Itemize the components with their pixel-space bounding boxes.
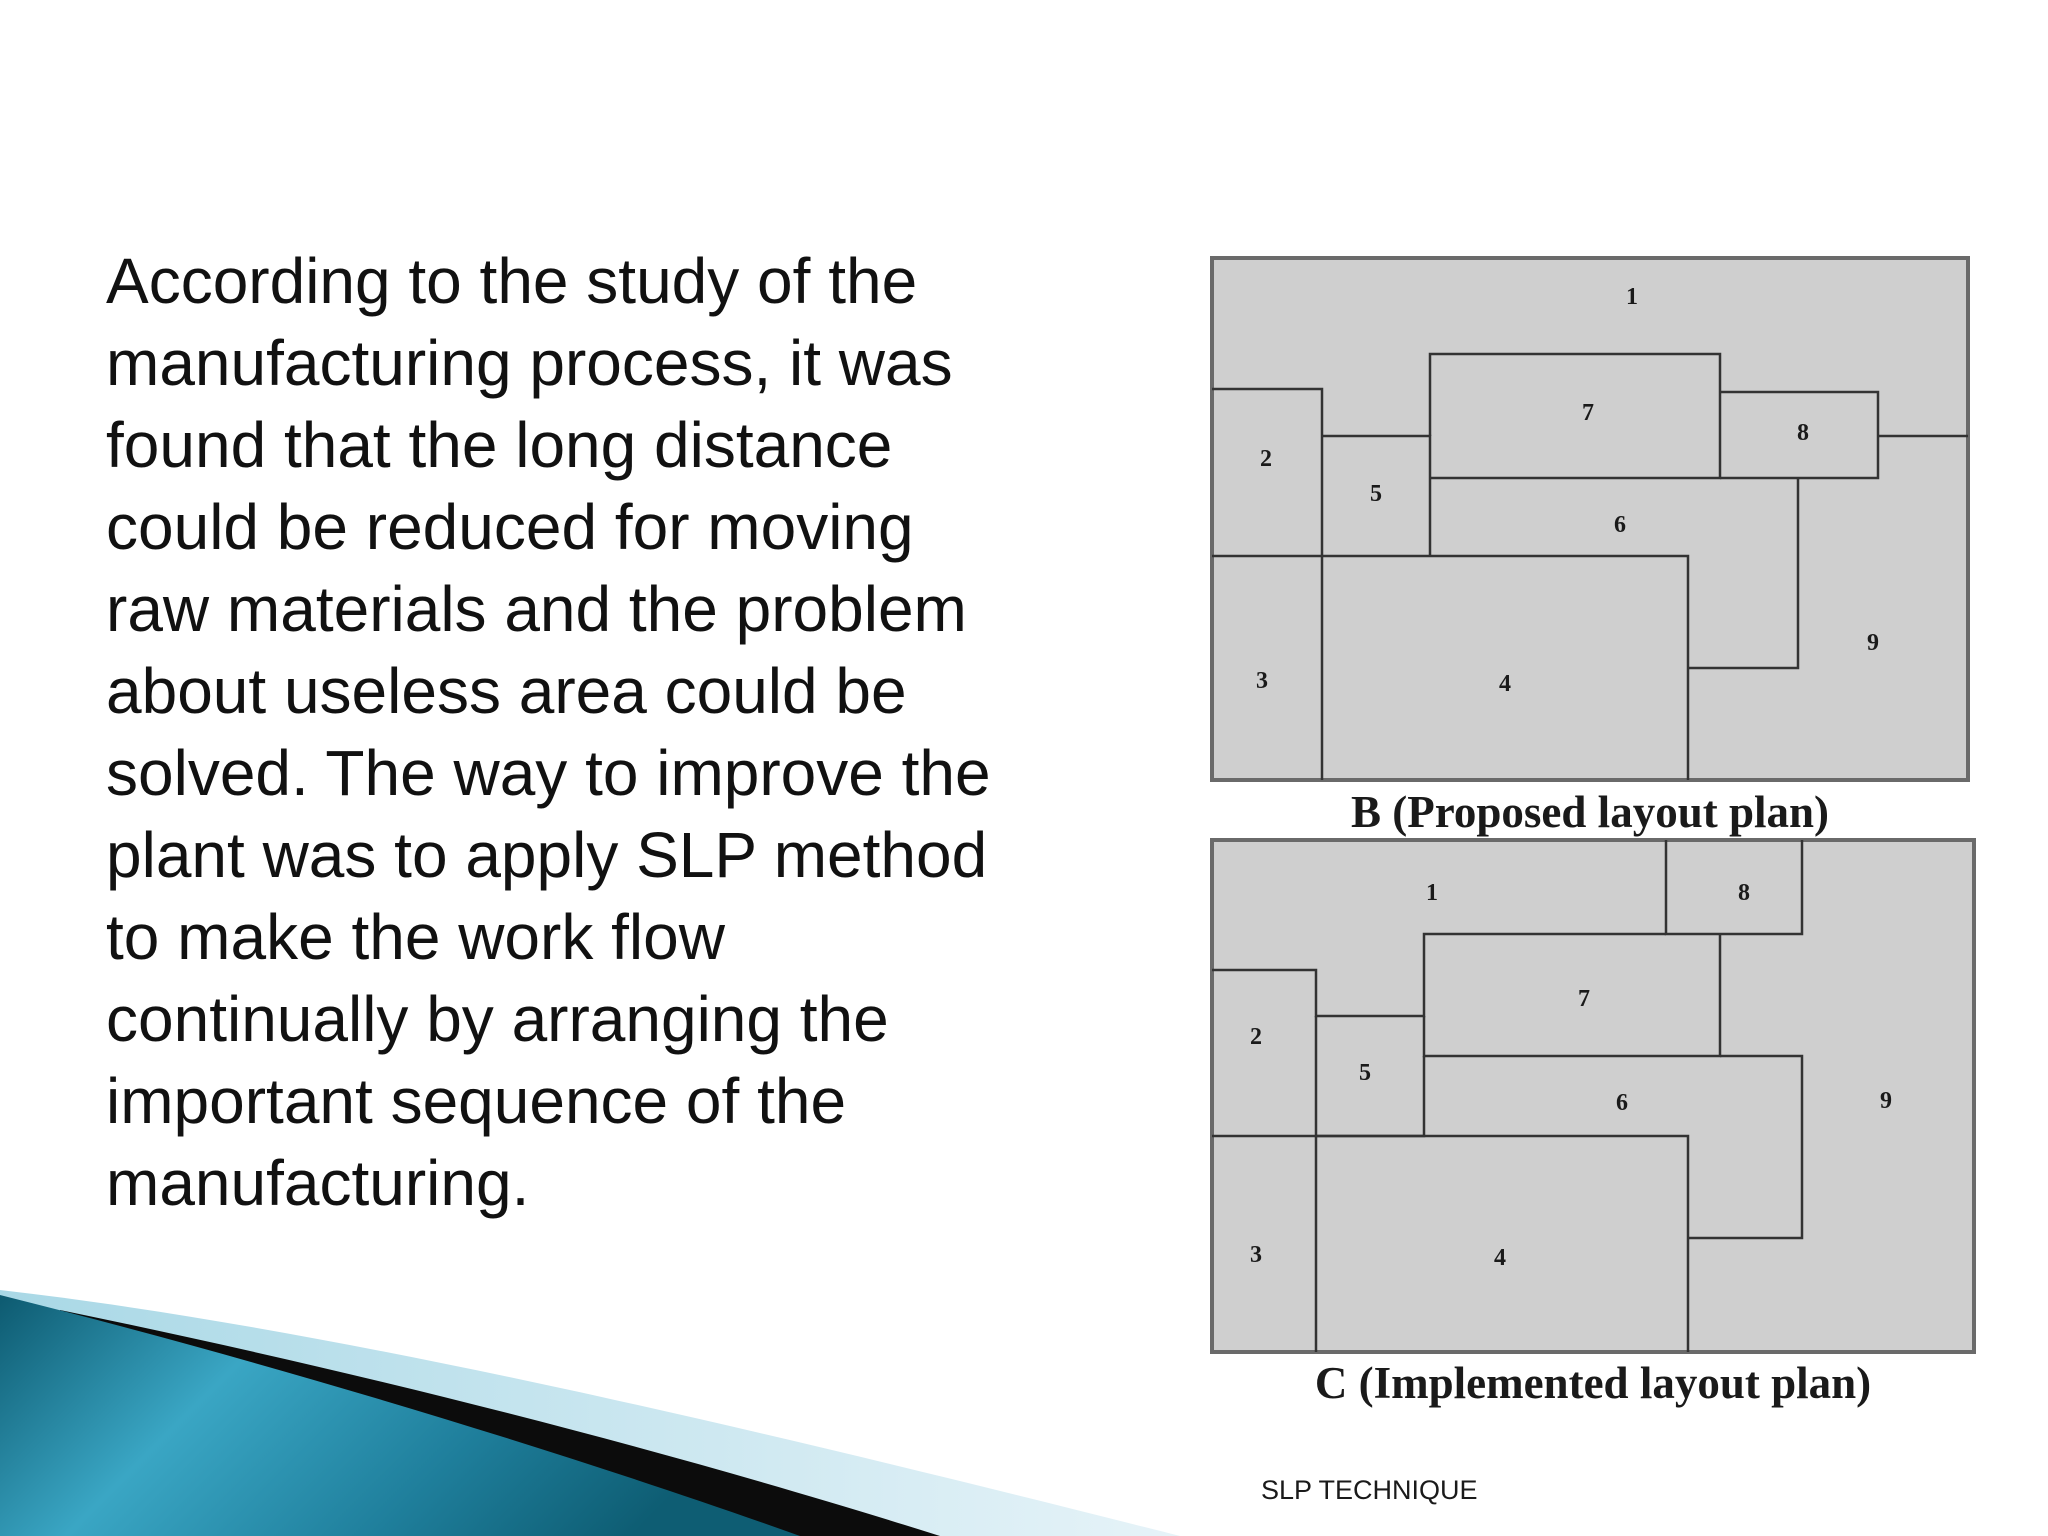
implemented-layout-caption: C (Implemented layout plan) xyxy=(1314,1358,1872,1408)
plan-background xyxy=(1212,258,1968,780)
area-label: 2 xyxy=(1260,446,1272,472)
area-label: 4 xyxy=(1499,671,1511,697)
area-label: 7 xyxy=(1578,986,1590,1012)
area-label: 5 xyxy=(1359,1060,1371,1086)
area-label: 8 xyxy=(1797,420,1809,446)
implemented-layout-diagram xyxy=(1210,838,1976,1354)
area-label: 2 xyxy=(1250,1024,1262,1050)
body-paragraph: According to the study of the manufacturing process, it was found that the long distance could be reduced for moving raw materials and the problem about useless area could be solved. The way to improve the plant was to apply SLP method to make the work flow continually by arranging the important sequence of the manufacturing. xyxy=(106,245,991,1219)
area-label: 1 xyxy=(1426,880,1438,906)
area-label: 8 xyxy=(1738,880,1750,906)
area-label: 1 xyxy=(1626,284,1638,310)
area-label: 4 xyxy=(1494,1245,1506,1271)
area-label: 5 xyxy=(1370,481,1382,507)
area-label: 3 xyxy=(1250,1242,1262,1268)
proposed-layout-caption: B (Proposed layout plan) xyxy=(1351,787,1829,837)
area-label: 3 xyxy=(1256,668,1268,694)
proposed-layout-diagram xyxy=(1210,256,1970,782)
area-label: 9 xyxy=(1867,630,1879,656)
footer-label: SLP TECHNIQUE xyxy=(1261,1475,1478,1505)
area-label: 6 xyxy=(1616,1090,1628,1116)
plan-background xyxy=(1212,840,1974,1352)
area-label: 9 xyxy=(1880,1088,1892,1114)
area-label: 6 xyxy=(1614,512,1626,538)
area-label: 7 xyxy=(1582,400,1594,426)
